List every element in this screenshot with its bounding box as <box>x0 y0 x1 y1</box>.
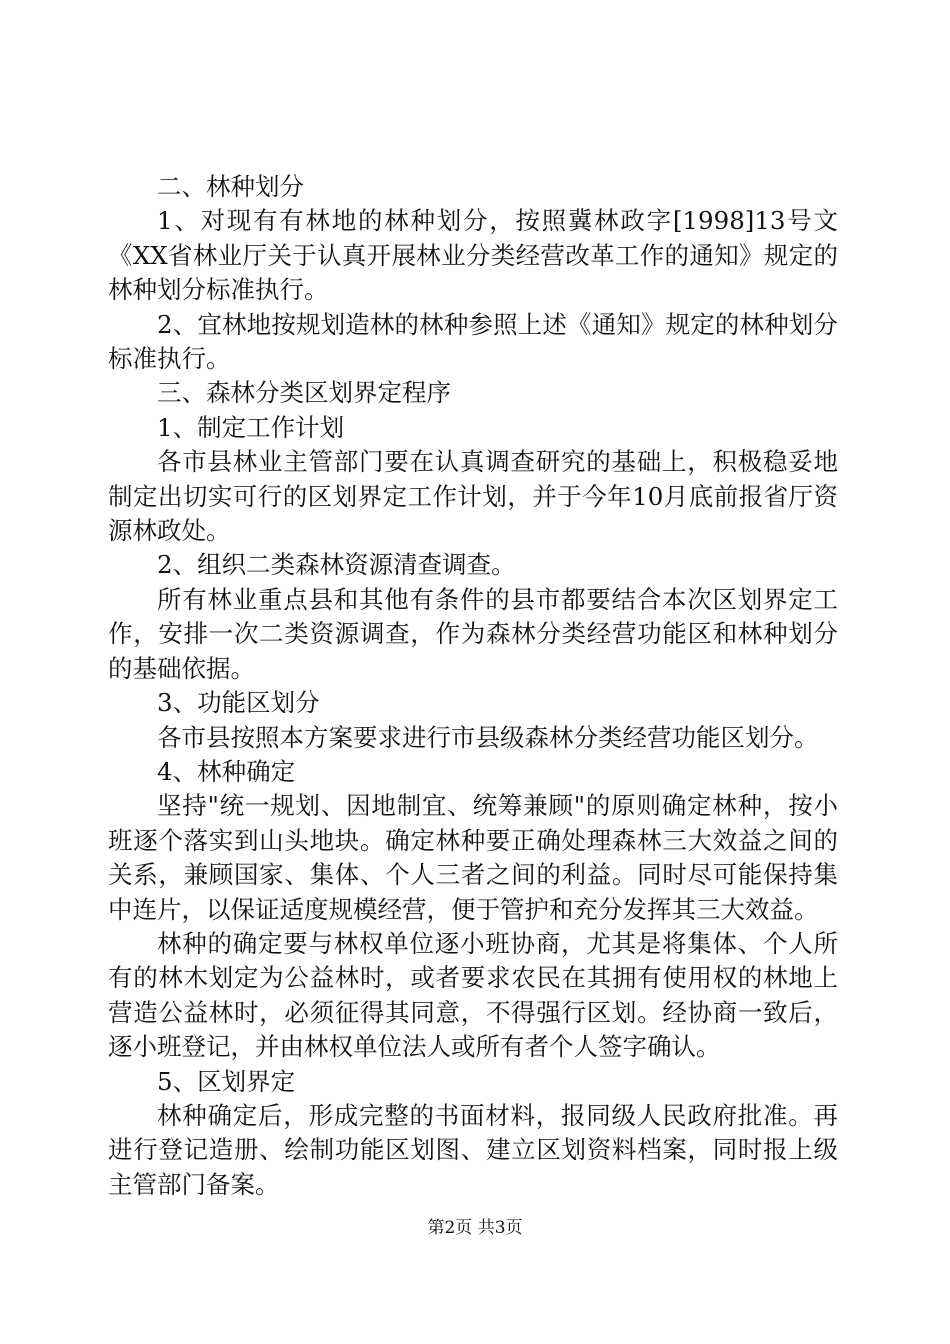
paragraph-7: 林种的确定要与林权单位逐小班协商，尤其是将集体、个人所有的林木划定为公益林时，或者要求农民在其拥有使用权的林地上营造公益林时，必须征得其同意，不得强行区划。经协商一致后，逐小班登记，并由林权单位法人或所有者个人签字确认。 <box>108 928 838 1062</box>
page-footer <box>0 1218 950 1238</box>
document-body <box>108 170 838 1202</box>
paragraph-3: 各市县林业主管部门要在认真调查研究的基础上，积极稳妥地制定出切实可行的区划界定工作计划，并于今年10月底前报省厅资源林政处。 <box>108 447 838 546</box>
paragraph-6: 坚持"统一规划、因地制宜、统筹兼顾"的原则确定林种，按小班逐个落实到山头地块。确定林种要正确处理森林三大效益之间的关系，兼顾国家、集体、个人三者之间的利益。同时尽可能保持集中连片，以保证适度规模经营，便于管护和充分发挥其三大效益。 <box>108 791 838 924</box>
paragraph-1: 1、对现有有林地的林种划分，按照冀林政字[1998]13号文《XX省林业厅关于认真开展林业分类经营改革工作的通知》规定的林种划分标准执行。 <box>108 206 838 305</box>
paragraph-5: 各市县按照本方案要求进行市县级森林分类经营功能区划分。 <box>157 722 819 752</box>
page-indicator: 第2页 共3页 <box>427 1218 523 1238</box>
subheading-5: 5、区划界定 <box>157 1066 296 1096</box>
section-heading-2: 二、林种划分 <box>157 172 304 201</box>
paragraph-2: 2、宜林地按规划造林的林种参照上述《通知》规定的林种划分标准执行。 <box>108 309 838 374</box>
section-heading-3: 三、森林分类区划界定程序 <box>157 378 451 408</box>
paragraph-8: 林种确定后，形成完整的书面材料，报同级人民政府批准。再进行登记造册、绘制功能区划图、建立区划资料档案，同时报上级主管部门备案。 <box>108 1100 838 1199</box>
subheading-3: 3、功能区划分 <box>157 688 320 718</box>
subheading-1: 1、制定工作计划 <box>157 412 345 442</box>
paragraph-4: 所有林业重点县和其他有条件的县市都要结合本次区划界定工作，安排一次二类资源调查，作为森林分类经营功能区和林种划分的基础依据。 <box>108 584 838 683</box>
subheading-4: 4、林种确定 <box>157 756 296 786</box>
subheading-2: 2、组织二类森林资源清查调查。 <box>157 550 516 580</box>
